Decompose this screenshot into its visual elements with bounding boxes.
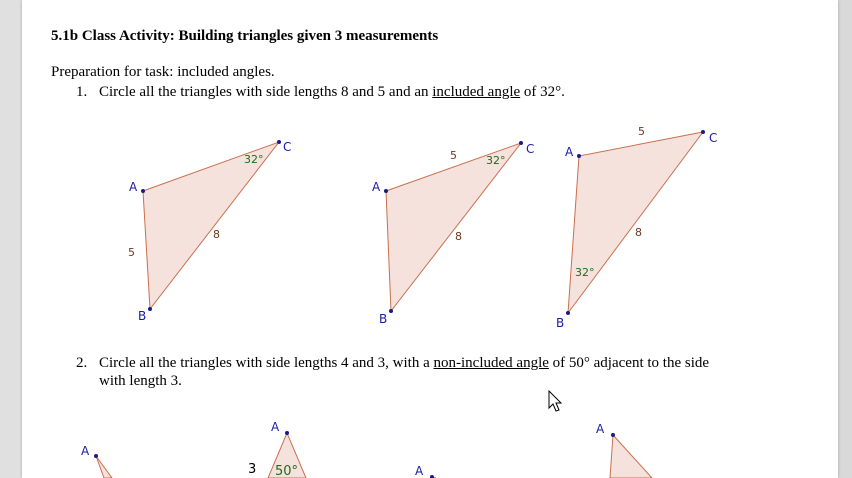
triangle-7-shape	[610, 435, 652, 478]
triangle-1-side-bc: 8	[213, 228, 220, 241]
q1-text-after: of 32°.	[520, 84, 565, 100]
triangle-1-label-a: A	[129, 180, 138, 194]
triangle-2-shape	[386, 143, 521, 311]
triangle-1-label-b: B	[138, 309, 147, 323]
triangle-7-label-a: A	[596, 422, 605, 436]
triangle-1-vertex-b	[148, 307, 152, 311]
triangle-3-label-a: A	[565, 145, 574, 159]
triangle-7-vertex-a	[611, 433, 615, 437]
triangle-3-vertex-c	[701, 130, 705, 134]
triangle-4-label-a: A	[81, 444, 90, 458]
triangle-5	[248, 420, 306, 478]
question-1-number: 1.	[76, 84, 88, 100]
preparation-text: Preparation for task: included angles.	[51, 64, 275, 80]
triangle-3-label-b: B	[556, 316, 565, 330]
triangle-3-vertex-a	[577, 154, 581, 158]
triangle-3-vertex-b	[566, 311, 570, 315]
triangle-7	[596, 422, 652, 478]
q1-underlined-term: included angle	[432, 84, 521, 100]
triangle-1	[128, 140, 291, 323]
triangle-2-vertex-c	[519, 141, 523, 145]
triangle-3-label-c: C	[709, 131, 718, 145]
q1-text-before: Circle all the triangles with side lengths 8 and 5 and an	[99, 84, 433, 100]
triangle-3-angle: 32°	[575, 266, 595, 279]
triangle-4-vertex-a	[94, 454, 98, 458]
triangle-2-vertex-a	[384, 189, 388, 193]
triangle-1-vertex-c	[277, 140, 281, 144]
triangle-4-shape	[96, 456, 112, 478]
triangle-5-side: 3	[248, 462, 257, 477]
triangle-1-vertex-a	[141, 189, 145, 193]
page-title: 5.1b Class Activity: Building triangles given 3 measurements	[51, 28, 439, 44]
question-2-number: 2.	[76, 355, 88, 371]
triangle-2-side-ac: 5	[450, 149, 457, 162]
mouse-pointer-icon	[548, 390, 564, 414]
triangle-2-vertex-b	[389, 309, 393, 313]
triangle-5-angle: 50°	[275, 464, 299, 478]
q2-text-before: Circle all the triangles with side lengths 4 and 3, with a	[99, 355, 434, 371]
question-2-text-line2: with length 3.	[99, 373, 182, 389]
triangle-6	[415, 464, 436, 478]
triangle-2	[372, 141, 534, 326]
q2-underlined-term: non-included angle	[433, 355, 549, 371]
triangle-4	[81, 444, 112, 478]
triangle-1-label-c: C	[283, 140, 292, 154]
triangle-5-label-a: A	[271, 420, 280, 434]
triangle-2-label-c: C	[526, 142, 535, 156]
triangle-1-side-ab: 5	[128, 246, 135, 259]
triangle-3-shape	[568, 132, 703, 313]
triangle-5-vertex-a	[285, 431, 289, 435]
triangle-6-label-a: A	[415, 464, 424, 478]
triangle-3-side-ac: 5	[638, 125, 645, 138]
triangle-2-side-bc: 8	[455, 230, 462, 243]
triangle-3	[556, 125, 717, 330]
q2-text-after: of 50° adjacent to the side	[548, 355, 710, 371]
triangle-1-angle: 32°	[244, 153, 264, 166]
triangle-1-shape	[143, 142, 279, 309]
triangle-2-angle: 32°	[486, 154, 506, 167]
triangle-3-side-bc: 8	[635, 226, 642, 239]
triangle-2-label-b: B	[379, 312, 388, 326]
triangle-2-label-a: A	[372, 180, 381, 194]
